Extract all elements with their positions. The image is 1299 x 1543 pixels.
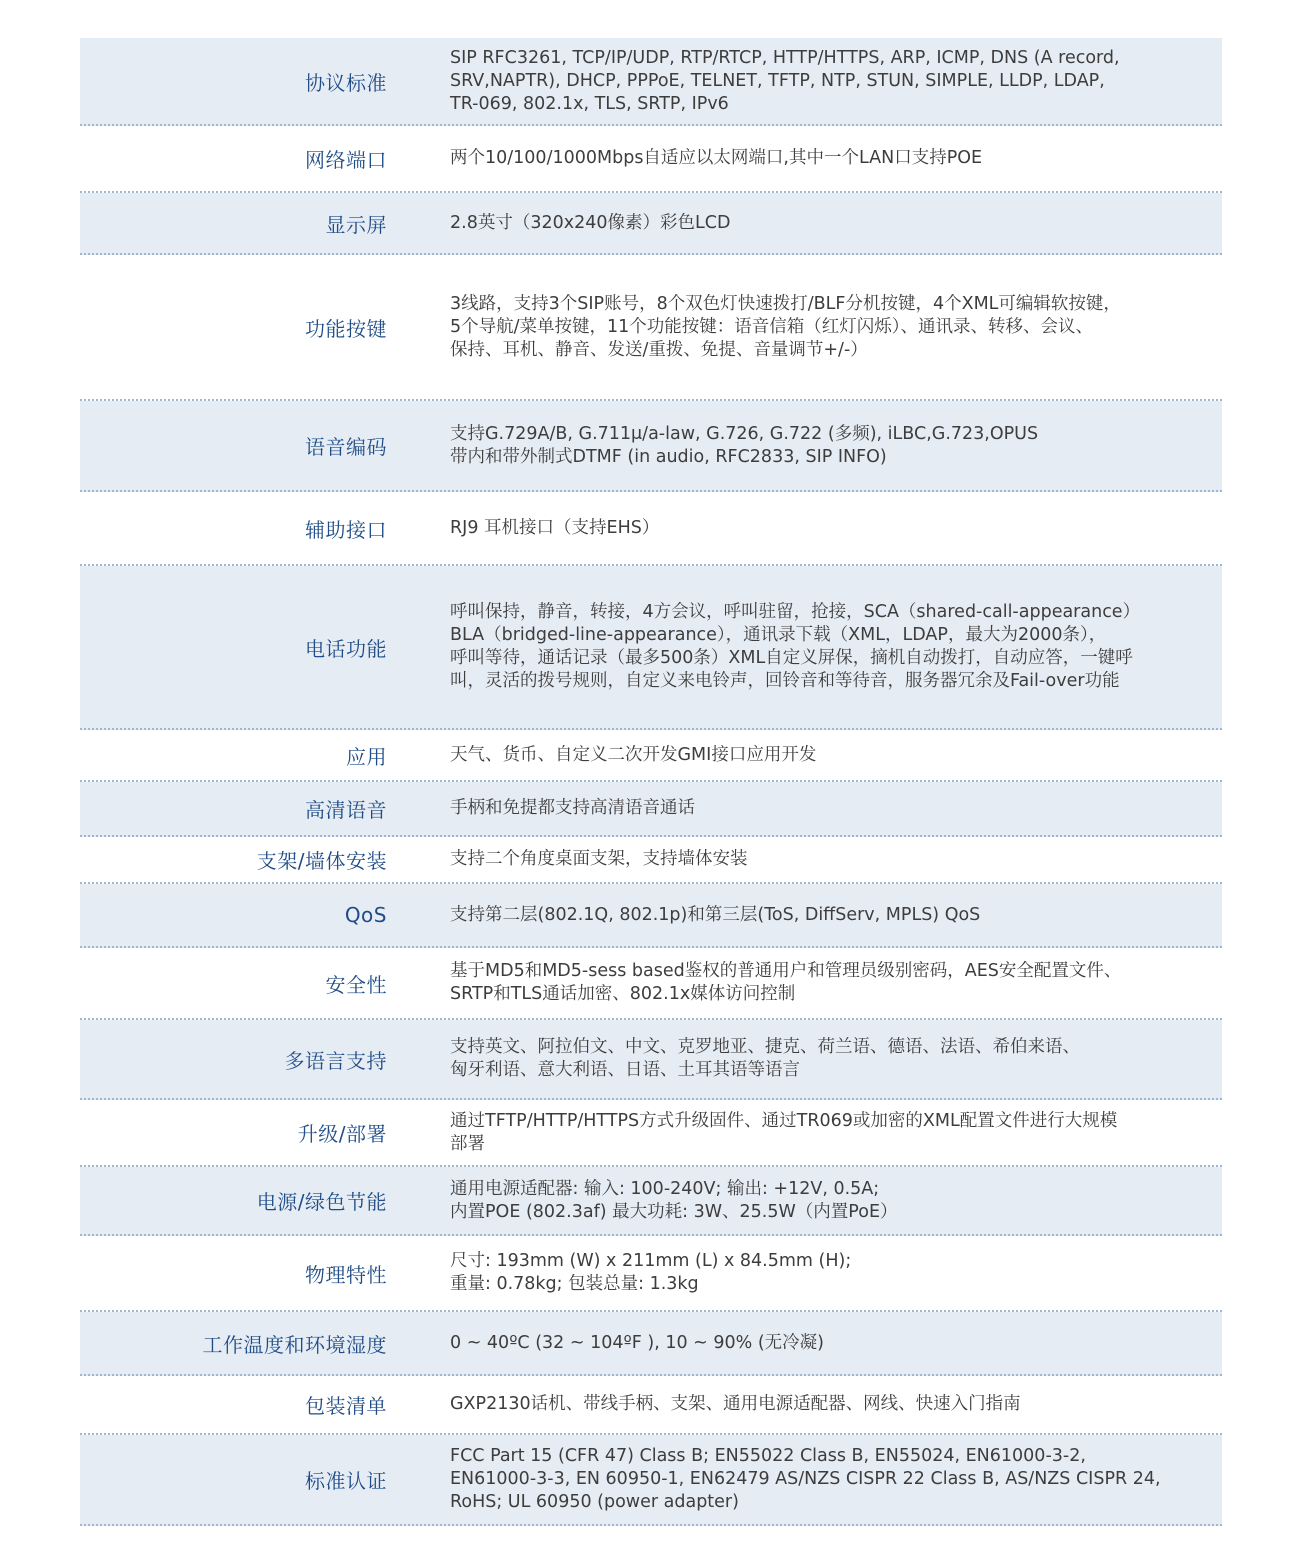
spec-row-physical: [80, 1236, 1222, 1312]
spec-label: 应用: [346, 744, 387, 769]
spec-label: 升级/部署: [297, 1122, 387, 1146]
spec-row-phone-features: [80, 566, 1222, 730]
spec-value: SIP RFC3261, TCP/IP/UDP, RTP/RTCP, HTTP/HTTPS, ARP, ICMP, DNS (A record, SRV,NAPTR), DHCP, PPPoE, TELNET, TFTP, NTP, STUN, SIMPLE, LLDP, LDAP, TR-069, 802.1x, TLS, SRTP, IPv6: [450, 47, 1120, 114]
spec-value: 通过TFTP/HTTP/HTTPS方式升级固件、通过TR069或加密的XML配置文件进行大规模 部署: [450, 1110, 1118, 1154]
spec-label: 协议标准: [305, 70, 387, 95]
spec-label: 显示屏: [325, 212, 387, 237]
spec-row-package: [80, 1376, 1222, 1435]
spec-value: 0 ~ 40ºC (32 ~ 104ºF ), 10 ~ 90% (无冷凝): [450, 1332, 825, 1353]
spec-value: 支持G.729A/B, G.711μ/a-law, G.726, G.722 (多频), iLBC,G.723,OPUS 带内和带外制式DTMF (in audio, RFC2833, SIP INFO): [450, 423, 1039, 467]
spec-row-environment: [80, 1312, 1222, 1376]
spec-label: 网络端口: [305, 148, 387, 172]
spec-row-display: [80, 193, 1222, 255]
spec-row-power: [80, 1167, 1222, 1236]
spec-value: 通用电源适配器: 输入: 100-240V; 输出: +12V, 0.5A; 内置POE (802.3af) 最大功耗: 3W、25.5W（内置PoE）: [450, 1178, 898, 1222]
spec-row-certification: [80, 1435, 1222, 1526]
spec-label: 支架/墙体安装: [256, 849, 387, 873]
spec-value: 支持英文、阿拉伯文、中文、克罗地亚、捷克、荷兰语、德语、法语、希伯来语、 匈牙利语、意大利语、日语、土耳其语等语言: [450, 1037, 1080, 1080]
spec-row-protocol: [80, 38, 1222, 126]
spec-label: QoS: [344, 903, 387, 927]
spec-value: 3线路，支持3个SIP账号，8个双色灯快速拨打/BLF分机按键，4个XML可编辑软按键， 5个导航/菜单按键，11个功能按键：语音信箱（红灯闪烁）、通讯录、转移、会议、 保持、耳机、静音、发送/重拨、免提、音量调节+/-）: [450, 293, 1121, 360]
spec-label: 工作温度和环境湿度: [202, 1332, 387, 1357]
spec-label: 高清语音: [305, 798, 387, 822]
spec-value: 支持二个角度桌面支架，支持墙体安装: [450, 849, 748, 869]
spec-row-aux-port: [80, 492, 1222, 566]
spec-value: GXP2130话机、带线手柄、支架、通用电源适配器、网线、快速入门指南: [450, 1394, 1021, 1414]
spec-row-security: [80, 948, 1222, 1020]
spec-row-qos: [80, 884, 1222, 948]
spec-value: 呼叫保持，静音，转接，4方会议，呼叫驻留，抢接，SCA（shared-call-appearance） BLA（bridged-line-appearance），通讯录下载（XML，LDAP，最大为2000条）， 呼叫等待，通话记录（最多500条）XML自定义屏保，摘机自动拨打，自动应答，一键呼 叫，灵活的拨号规则，自定义来电铃声，回铃音和等待音，服务器冗余及Fail-over功能: [450, 602, 1141, 691]
spec-label: 包装清单: [305, 1394, 387, 1418]
spec-label: 电话功能: [305, 636, 387, 661]
spec-row-applications: [80, 730, 1222, 782]
spec-row-function-keys: [80, 255, 1222, 401]
spec-label: 多语言支持: [284, 1048, 387, 1073]
spec-label: 物理特性: [305, 1262, 387, 1287]
spec-row-stand-mount: [80, 837, 1222, 884]
spec-row-hd-voice: [80, 782, 1222, 837]
spec-row-languages: [80, 1020, 1222, 1100]
spec-value: RJ9 耳机接口（支持EHS）: [450, 517, 660, 538]
spec-value: 尺寸: 193mm (W) x 211mm (L) x 84.5mm (H); 重量: 0.78kg; 包装总量: 1.3kg: [450, 1251, 852, 1294]
spec-row-upgrade: [80, 1100, 1222, 1167]
spec-value: 天气、货币、自定义二次开发GMI接口应用开发: [450, 744, 817, 765]
spec-value: 支持第二层(802.1Q, 802.1p)和第三层(ToS, DiffServ, MPLS) QoS: [450, 904, 981, 925]
spec-row-network-port: [80, 126, 1222, 193]
spec-label: 功能按键: [305, 316, 387, 341]
spec-label: 语音编码: [305, 435, 387, 459]
spec-label: 标准认证: [305, 1469, 387, 1493]
spec-label: 安全性: [325, 972, 387, 997]
spec-label: 电源/绿色节能: [256, 1190, 387, 1214]
spec-row-voice-codec: [80, 401, 1222, 492]
spec-value: 2.8英寸（320x240像素）彩色LCD: [450, 212, 731, 233]
spec-value: 手柄和免提都支持高清语音通话: [450, 798, 695, 818]
spec-table: [80, 38, 1222, 1526]
spec-value: FCC Part 15 (CFR 47) Class B; EN55022 Class B, EN55024, EN61000-3-2, EN61000-3-3, EN 60950-1, EN62479 AS/NZS CISPR 22 Class B, AS/NZS CISPR 24, RoHS; UL 60950 (power adapter): [450, 1446, 1161, 1512]
spec-label: 辅助接口: [305, 517, 387, 542]
spec-value: 基于MD5和MD5-sess based鉴权的普通用户和管理员级别密码，AES安全配置文件、 SRTP和TLS通话加密、802.1x媒体访问控制: [450, 961, 1122, 1004]
spec-value: 两个10/100/1000Mbps自适应以太网端口,其中一个LAN口支持POE: [450, 148, 983, 168]
